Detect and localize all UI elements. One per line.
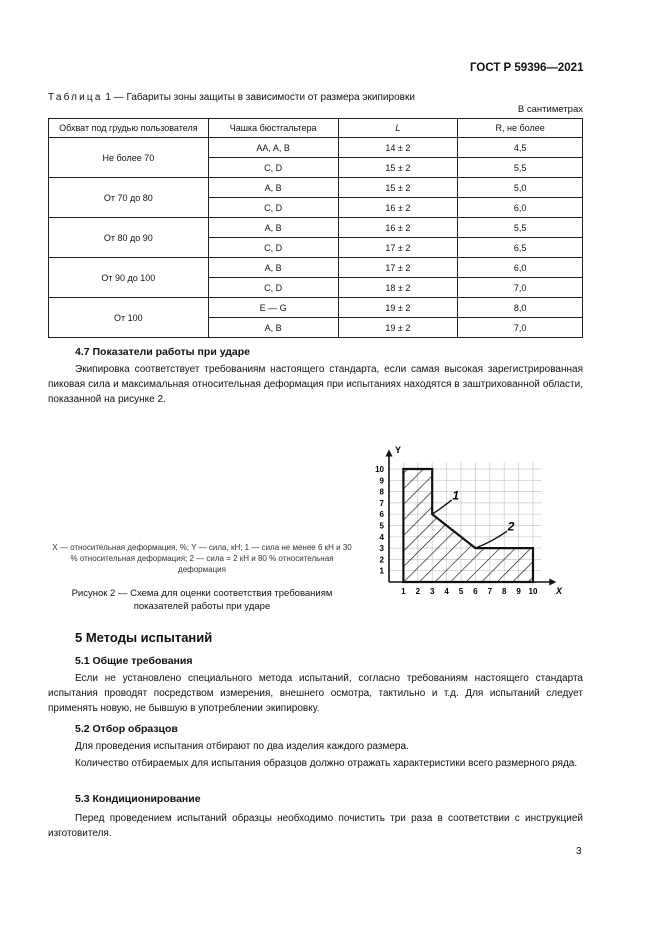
table-caption (48, 92, 415, 103)
callout-1-label: 1 (452, 488, 460, 503)
girth-cell: От 100 (49, 298, 209, 338)
r-cell: 4,5 (458, 138, 583, 158)
girth-cell: От 80 до 90 (49, 218, 209, 258)
section-4-7-title: 4.7 Показатели работы при ударе (75, 346, 251, 358)
y-axis-label: Y (395, 445, 402, 456)
x-axis-arrow (549, 579, 556, 586)
y-tick-label: 10 (375, 465, 384, 474)
x-tick-labels (401, 587, 538, 596)
x-tick-label: 6 (473, 587, 478, 596)
section-5-3-title: 5.3 Кондиционирование (75, 793, 201, 805)
r-cell: 5,5 (458, 158, 583, 178)
l-cell: 16 ± 2 (338, 218, 458, 238)
cup-cell: AA, A, B (208, 138, 338, 158)
x-tick-label: 5 (458, 587, 464, 596)
l-cell: 16 ± 2 (338, 198, 458, 218)
x-tick-label: 1 (401, 587, 406, 596)
page-number: 3 (576, 846, 582, 857)
x-tick-label: 2 (415, 587, 421, 596)
y-tick-label: 9 (379, 476, 384, 486)
table-row (49, 258, 583, 278)
x-tick-label: 4 (444, 587, 449, 596)
x-tick-label: 7 (487, 587, 493, 596)
y-tick-label: 5 (379, 521, 384, 531)
x-tick-label: 8 (501, 587, 507, 596)
section-5-2-text-2: Количество отбираемых для испытания образцов должно отражать характеристики всего размерного ряда. (75, 758, 578, 769)
l-cell: 17 ± 2 (338, 258, 458, 278)
l-cell: 19 ± 2 (338, 298, 458, 318)
cup-cell: C, D (208, 278, 338, 298)
y-tick-label: 2 (379, 555, 384, 565)
table-row (49, 298, 583, 318)
y-tick-label: 1 (379, 566, 384, 576)
section-4-7-text: Экипировка соответствует требованиям настоящего стандарта, если самая высокая зарегистрированная пиковая сила и максимальная относительная деформация при испытаниях находятся в заштрихованной области, показанной на рисунке 2. (48, 364, 583, 405)
table-row (49, 218, 583, 238)
dimensions-table (48, 118, 583, 338)
girth-cell: От 70 до 80 (49, 178, 209, 218)
r-cell: 6,0 (458, 258, 583, 278)
callout-2-label: 2 (507, 519, 515, 534)
r-cell: 7,0 (458, 278, 583, 298)
impact-figure (365, 418, 585, 608)
x-tick-label: 9 (516, 587, 521, 596)
x-tick-label: 10 (528, 587, 538, 596)
figure-caption: Рисунок 2 — Схема для оценки соответствия требованиям показателей работы при ударе (71, 588, 333, 612)
y-tick-label: 4 (379, 532, 384, 542)
l-cell: 18 ± 2 (338, 278, 458, 298)
header-girth: Обхват под грудью пользователя (49, 119, 209, 138)
cup-cell: A, B (208, 258, 338, 278)
section-5-1-title: 5.1 Общие требования (75, 655, 193, 667)
r-cell: 8,0 (458, 298, 583, 318)
l-cell: 14 ± 2 (338, 138, 458, 158)
section-5-2-text-1: Для проведения испытания отбирают по два изделия каждого размера. (75, 741, 409, 752)
header-cup: Чашка бюстгальтера (208, 119, 338, 138)
l-cell: 17 ± 2 (338, 238, 458, 258)
girth-cell: От 90 до 100 (49, 258, 209, 298)
r-cell: 6,5 (458, 238, 583, 258)
callout-1-leader (432, 500, 451, 514)
l-cell: 19 ± 2 (338, 318, 458, 338)
table-row (49, 138, 583, 158)
cup-cell: E — G (208, 298, 338, 318)
cup-cell: A, B (208, 178, 338, 198)
r-cell: 7,0 (458, 318, 583, 338)
l-cell: 15 ± 2 (338, 178, 458, 198)
table-units: В сантиметрах (517, 104, 583, 115)
y-tick-label: 3 (379, 544, 384, 554)
cup-cell: C, D (208, 158, 338, 178)
y-tick-label: 7 (379, 498, 384, 508)
section-5-3-text: Перед проведением испытаний образцы необходимо почистить три раза в соответствии с инструкцией изготовителя. (48, 813, 583, 839)
y-axis-arrow (386, 449, 393, 456)
girth-cell: Не более 70 (49, 138, 209, 178)
cup-cell: C, D (208, 238, 338, 258)
callout-2-leader (475, 531, 507, 548)
header-R: R, не более (458, 119, 583, 138)
r-cell: 5,0 (458, 178, 583, 198)
section-5-title: 5 Методы испытаний (75, 630, 213, 645)
r-cell: 6,0 (458, 198, 583, 218)
cup-cell: A, B (208, 218, 338, 238)
x-axis-label: X (556, 586, 563, 596)
table-header-row (49, 119, 583, 138)
figure-legend: X — относительная деформация, %; Y — сила, кН; 1 — сила не менее 6 кН и 30 % относительная деформация; 2 — сила = 2 кН и 80 % относительная деформация (52, 543, 352, 574)
section-5-2-title: 5.2 Отбор образцов (75, 723, 178, 735)
y-tick-labels (375, 465, 384, 576)
cup-cell: C, D (208, 198, 338, 218)
document-code: ГОСТ Р 59396—2021 (470, 62, 584, 74)
table-caption-label: Таблица (48, 92, 103, 103)
header-L: L (338, 119, 458, 138)
l-cell: 15 ± 2 (338, 158, 458, 178)
y-tick-label: 8 (379, 487, 384, 497)
table-row (49, 178, 583, 198)
table-caption-text: 1 — Габариты зоны защиты в зависимости от размера экипировки (105, 92, 415, 103)
x-tick-label: 3 (429, 587, 435, 596)
y-tick-label: 6 (379, 510, 384, 520)
r-cell: 5,5 (458, 218, 583, 238)
cup-cell: A, B (208, 318, 338, 338)
section-5-1-text: Если не установлено специального метода испытаний, согласно требованиям настоящего стандарта испытания проводят посредством измерения, внешнего осмотра, тактильно и т.д. Для испытаний следует применять новую, не бывшую в употреблении экипировку. (48, 673, 583, 714)
